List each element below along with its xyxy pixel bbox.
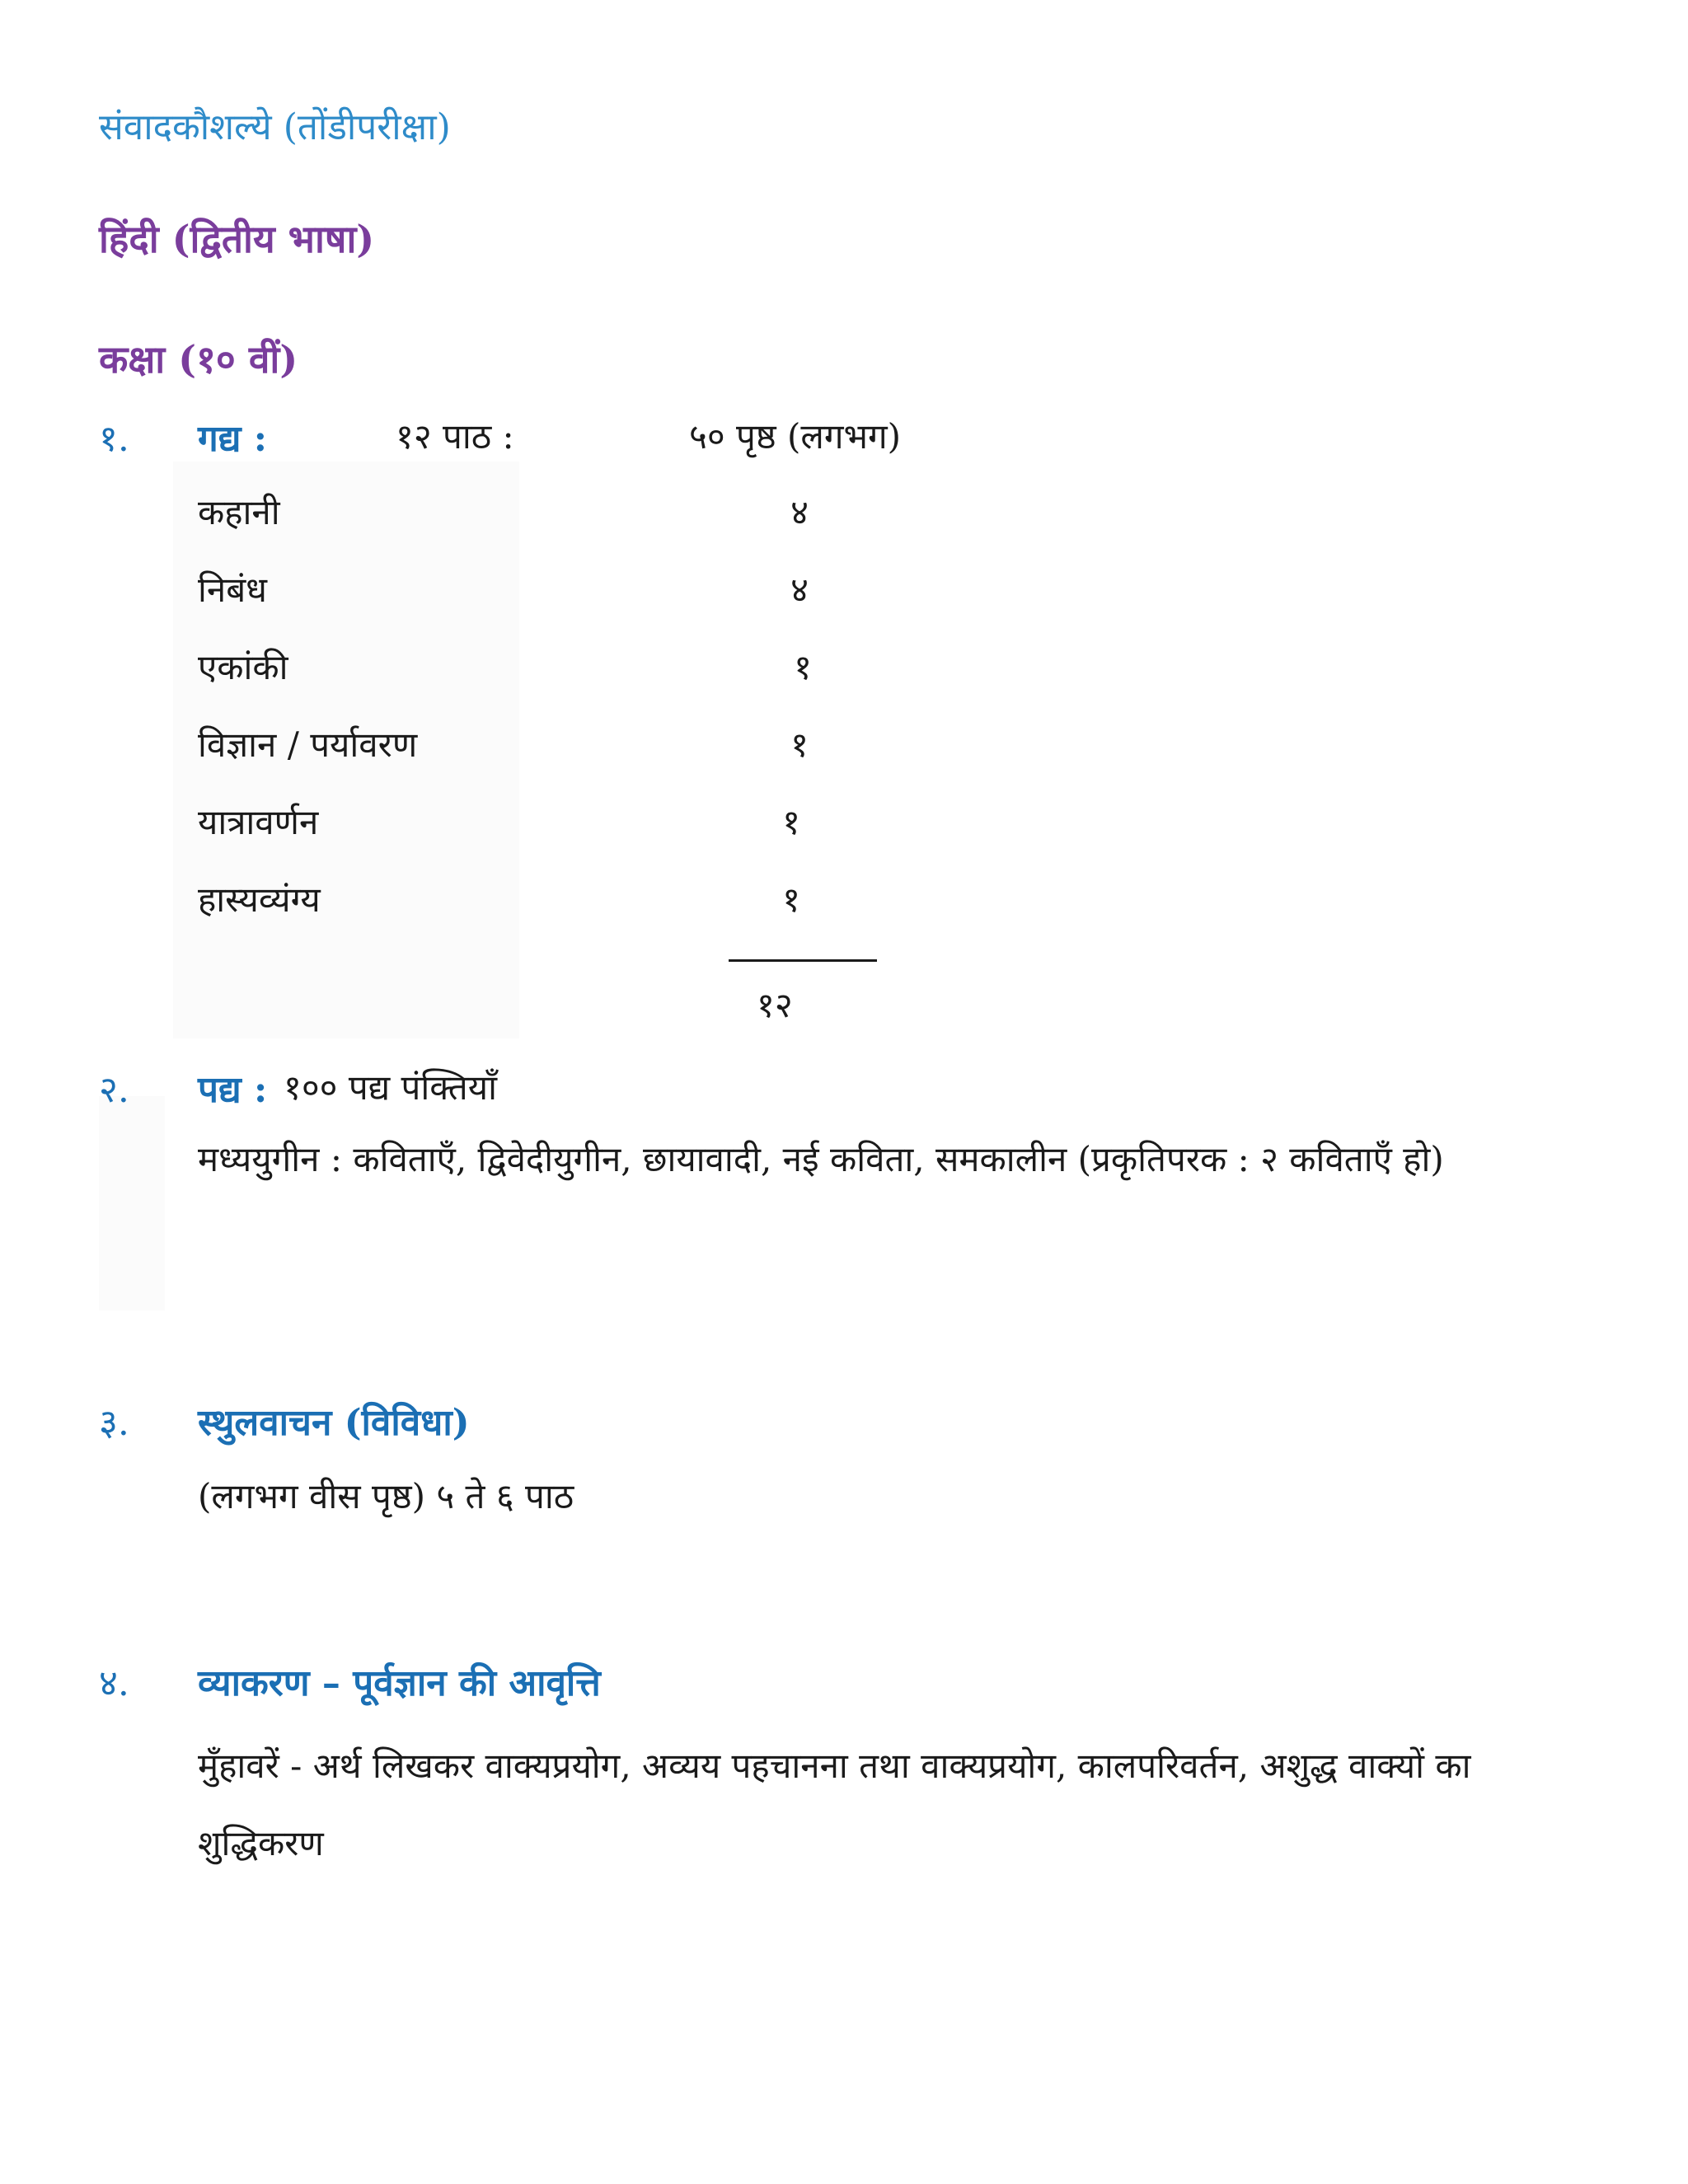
section-heading-prose: गद्य : bbox=[198, 418, 268, 460]
prose-lesson-count: १२ पाठ : bbox=[396, 416, 514, 457]
subject-heading: हिंदी (द्वितीय भाषा) bbox=[99, 217, 375, 261]
prose-item-label: यात्रावर्णन bbox=[198, 802, 319, 842]
extensive-reading-description: (लगभग वीस पृष्ठ) ५ ते ६ पाठ bbox=[198, 1476, 574, 1516]
prose-page-count: ५० पृष्ठ (लगभग) bbox=[689, 416, 902, 457]
section-number-prose: १. bbox=[99, 418, 129, 460]
document-title: संवादकौशल्ये (तोंडीपरीक्षा) bbox=[99, 106, 451, 148]
prose-item-label: हास्यव्यंग्य bbox=[198, 879, 321, 920]
poetry-line-count: १०० पद्य पंक्तियाँ bbox=[284, 1067, 497, 1108]
section-number-extensive-reading: ३. bbox=[99, 1402, 129, 1444]
prose-item-label: विज्ञान / पर्यावरण bbox=[198, 724, 418, 765]
poetry-description: मध्ययुगीन : कविताएँ, द्विवेदीयुगीन, छायावादी, नई कविता, समकालीन (प्रकृतिपरक : २ कविताएँ हो) bbox=[198, 1139, 1444, 1179]
prose-item-label: कहानी bbox=[198, 492, 280, 532]
section-heading-poetry: पद्य : bbox=[198, 1069, 268, 1111]
prose-item-count: ४ bbox=[790, 569, 809, 610]
prose-item-count: १ bbox=[782, 879, 800, 920]
prose-item-count: १ bbox=[794, 647, 812, 687]
prose-item-count: १ bbox=[782, 802, 800, 842]
prose-item-count: १ bbox=[790, 724, 809, 765]
section-number-poetry: २. bbox=[99, 1069, 129, 1111]
total-divider bbox=[729, 959, 877, 962]
grammar-description: मुँहावरें - अर्थ लिखकर वाक्यप्रयोग, अव्यय पहचानना तथा वाक्यप्रयोग, कालपरिवर्तन, अशुद्ध वाक्यों का शुद्धिकरण bbox=[198, 1746, 1471, 1863]
background-band bbox=[99, 1096, 165, 1310]
prose-item-label: एकांकी bbox=[198, 647, 288, 687]
prose-total: १२ bbox=[757, 985, 793, 1025]
section-number-grammar: ४. bbox=[99, 1662, 129, 1704]
prose-item-label: निबंध bbox=[198, 569, 268, 610]
section-heading-extensive-reading: स्थुलवाचन (विविधा) bbox=[198, 1402, 470, 1444]
prose-item-count: ४ bbox=[790, 492, 809, 532]
grade-heading: कक्षा (१० वीं) bbox=[99, 337, 298, 382]
section-heading-grammar: व्याकरण – पूर्वज्ञान की आवृत्ति bbox=[198, 1662, 601, 1704]
